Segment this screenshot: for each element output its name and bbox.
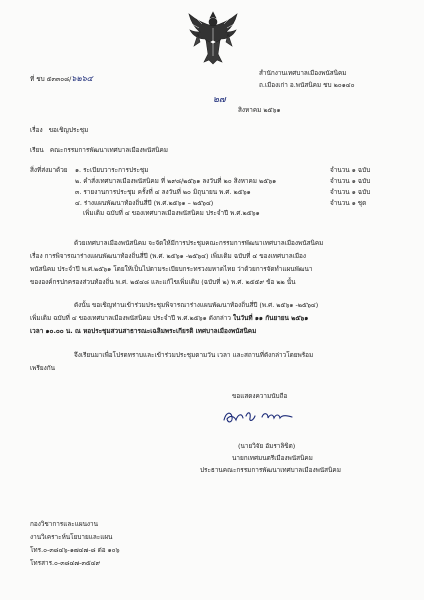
enclosure-qty: จำนวน ๑ ชุด [330, 199, 367, 207]
body-paragraph-2 [30, 299, 318, 338]
signer-committee-title: ประธานคณะกรรมการพัฒนาเทศบาลเมืองพนัสนิคม [200, 466, 341, 474]
enclosure-qty: จำนวน ๑ ฉบับ [330, 166, 371, 174]
meeting-time-venue: เวลา ๑๐.๐๐ น. ณ หอประชุมสวนสาธารณะเฉลิมพระเกียรติ เทศบาลเมืองพนัสนิคม [30, 327, 257, 335]
footer-department: กองวิชาการและแผนงาน [30, 520, 99, 528]
footer-unit: งานวิเคราะห์นโยบายและแผน [30, 533, 113, 541]
footer-telephone: โทร.๐-๓๘๔๖-๑๗๔๗-๘ ต่อ ๑๐๖ [30, 546, 120, 554]
paragraph-line: ด้วยเทศบาลเมืองพนัสนิคม จะจัดให้มีการประชุมคณะกรรมการพัฒนาเทศบาลเมืองพนัสนิคม [74, 239, 324, 247]
recipient-label: เรียน [30, 146, 44, 154]
paragraph-line [30, 312, 318, 325]
meeting-date: ในวันที่ ๑๑ กันยายน ๒๕๖๑ [232, 314, 309, 322]
recipient-line [30, 146, 168, 155]
enclosure-item: ๑. ระเบียบวาระการประชุม [75, 166, 149, 174]
date-day-handwritten: ๒๗ [213, 95, 226, 105]
enclosure-item: ๓. รายงานการประชุม ครั้งที่ ๔ ลงวันที่ ๒๐ มิถุนายน พ.ศ. ๒๕๖๑ [75, 188, 251, 196]
signer-title: นายกเทศมนตรีเมืองพนัสนิคม [232, 454, 313, 462]
signer-name: (นายวิจัย อัมราลิขิต) [238, 442, 296, 450]
reference-handwritten: ๖๒๖๔ [71, 74, 93, 83]
subject-line [30, 126, 88, 135]
org-name: สำนักงานเทศบาลเมืองพนัสนิคม [259, 69, 347, 77]
reference-printed: ที่ ชบ ๕๓๓๐๘/ [30, 75, 72, 83]
closing-greeting: ขอแสดงความนับถือ [232, 392, 288, 400]
garuda-emblem-icon [186, 10, 240, 66]
reference-number [30, 74, 93, 84]
body-paragraph-1 [30, 237, 323, 289]
body-paragraph-3 [30, 349, 313, 375]
paragraph-line: เพรียงกัน [30, 364, 55, 372]
subject-text: ขอเชิญประชุม [48, 126, 89, 134]
org-address: ถ.เมืองเก่า อ.พนัสนิคม ชบ ๒๐๑๔๐ [259, 81, 355, 89]
enclosure-item: ๒. คำสั่งเทศบาลเมืองพนัสนิคม ที่ ๒๙๘/๒๕๖๑ ลงวันที่ ๒๐ สิงหาคม ๒๕๖๑ [75, 177, 277, 185]
paragraph-line: เรื่อง การพิจารณาร่างแผนพัฒนาท้องถิ่นสี่ปี (พ.ศ. ๒๕๖๑ -๒๕๖๔) เพิ่มเติม ฉบับที่ ๔ ของเทศบาลเมือง [30, 252, 306, 260]
paragraph-line: ขององค์กรปกครองส่วนท้องถิ่น พ.ศ. ๒๕๔๘ และแก้ไขเพิ่มเติม (ฉบับที่ ๒) พ.ศ. ๒๕๕๙ ข้อ ๒๒ นั้น [30, 278, 296, 286]
recipient-text: คณะกรรมการพัฒนาเทศบาลเมืองพนัสนิคม [49, 146, 168, 154]
paragraph-line: จึงเรียนมาเพื่อโปรดทราบและเข้าร่วมประชุมตามวัน เวลา และสถานที่ดังกล่าวโดยพร้อม [74, 351, 314, 359]
subject-label: เรื่อง [30, 126, 43, 134]
enclosure-item-continuation: เพิ่มเติม ฉบับที่ ๔ ของเทศบาลเมืองพนัสนิคม ประจำปี พ.ศ.๒๕๖๑ [83, 209, 260, 217]
enclosure-qty: จำนวน ๑ ฉบับ [330, 177, 371, 185]
letter-date: สิงหาคม ๒๕๖๑ [238, 106, 281, 114]
enclosure-qty: จำนวน ๑ ฉบับ [330, 188, 371, 196]
handwritten-signature-icon [222, 406, 302, 428]
paragraph-text: เพิ่มเติม ฉบับที่ ๔ ของเทศบาลเมืองพนัสนิคม ประจำปี พ.ศ.๒๕๖๑ ดังกล่าว [30, 314, 231, 322]
paragraph-line: พนัสนิคม ประจำปี พ.ศ.๒๕๖๑ โดยให้เป็นไปตามระเบียบกระทรวงมหาดไทย ว่าด้วยการจัดทำแผนพัฒนา [30, 265, 313, 273]
enclosure-item: ๔. ร่างแผนพัฒนาท้องถิ่นสี่ปี (พ.ศ.๒๕๖๑ – ๒๕๖๔) [75, 199, 214, 207]
paragraph-line: ดังนั้น ขอเชิญท่านเข้าร่วมประชุมพิจารณาร่างแผนพัฒนาท้องถิ่นสี่ปี (พ.ศ. ๒๕๖๑ -๒๕๖๔) [74, 301, 319, 309]
enclosures-label: สิ่งที่ส่งมาด้วย [30, 166, 68, 174]
footer-fax: โทรสาร.๐-๓๘๔๗-๓๕๔๙ [30, 559, 101, 567]
